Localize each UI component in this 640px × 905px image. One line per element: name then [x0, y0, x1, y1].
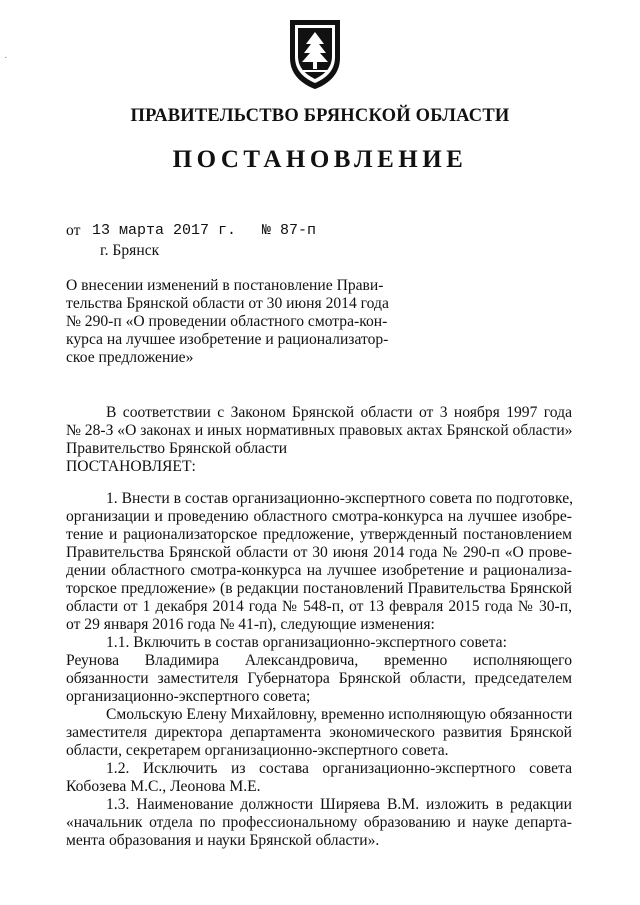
preamble-decree-word: ПОСТАНОВЛЯЕТ:: [66, 458, 196, 475]
body-line: от 29 января 2016 года № 41-п), следующие изменения:: [66, 616, 435, 633]
body-line: организации и проведению областного смотра-конкурса на лучшее изобре-: [66, 508, 572, 525]
body-line: Реунова Владимира Александровича, временно исполняющего: [66, 652, 572, 669]
body-line: области от 1 декабря 2014 года № 548-п, от 13 февраля 2015 года № 30-п,: [66, 598, 572, 615]
body-line: Кобозева М.С., Леонова М.Е.: [66, 778, 261, 795]
body-line: 1. Внести в состав организационно-экспертного совета по подготовке,: [106, 490, 574, 507]
subject-line: № 290-п «О проведении областного смотра-кон-: [66, 313, 388, 330]
body-line: заместителя директора департамента экономического развития Брянской: [66, 724, 572, 741]
body-line: торское предложение» (в редакции постановлений Правительства Брянской: [66, 580, 572, 597]
subject-line: О внесении изменений в постановление Прави-: [66, 277, 384, 294]
document-date: 13 марта 2017 г.: [92, 222, 237, 239]
subject-line: ское предложение»: [66, 349, 194, 366]
body-line: «начальник отдела по профессиональному образованию и науке департа-: [66, 814, 572, 831]
body-line: дении областного смотра-конкурса на лучшее изобретение и рационализа-: [66, 562, 572, 579]
coat-of-arms-emblem: [286, 18, 344, 90]
body-line: 1.2. Исключить из состава организационно-экспертного совета: [106, 760, 572, 777]
date-prefix: от: [66, 222, 81, 239]
margin-mark: ·: [4, 52, 8, 64]
preamble-line: В соответствии с Законом Брянской области от 3 ноября 1997 года: [106, 404, 572, 421]
preamble-line: Правительство Брянской области: [66, 440, 288, 457]
subject-line: курса на лучшее изобретение и рационализатор-: [66, 331, 389, 348]
body-line: 1.3. Наименование должности Ширяева В.М. изложить в редакции: [106, 796, 572, 813]
document-type-title: ПОСТАНОВЛЕНИЕ: [172, 146, 468, 173]
organization-title: ПРАВИТЕЛЬСТВО БРЯНСКОЙ ОБЛАСТИ: [130, 106, 510, 126]
body-line: области, секретарем организационно-экспертного совета.: [66, 742, 449, 759]
subject-line: тельства Брянской области от 30 июня 2014 года: [66, 295, 389, 312]
body-line: тение и рационализаторское предложение, утвержденный постановлением: [66, 526, 572, 543]
document-city: г. Брянск: [100, 242, 160, 259]
document-number: № 87-п: [262, 222, 317, 239]
body-line: Правительства Брянской области от 30 июня 2014 года № 290-п «О прове-: [66, 544, 572, 561]
body-line: Смольскую Елену Михайловну, временно исполняющую обязанности: [106, 706, 573, 723]
preamble-line: № 28-З «О законах и иных нормативных правовых актах Брянской области»: [66, 422, 573, 439]
body-line: организационно-экспертного совета;: [66, 688, 311, 705]
body-line: 1.1. Включить в состав организационно-экспертного совета:: [106, 634, 507, 651]
body-line: мента образования и науки Брянской области».: [66, 832, 380, 849]
body-line: обязанности заместителя Губернатора Брянской области, председателем: [66, 670, 572, 687]
